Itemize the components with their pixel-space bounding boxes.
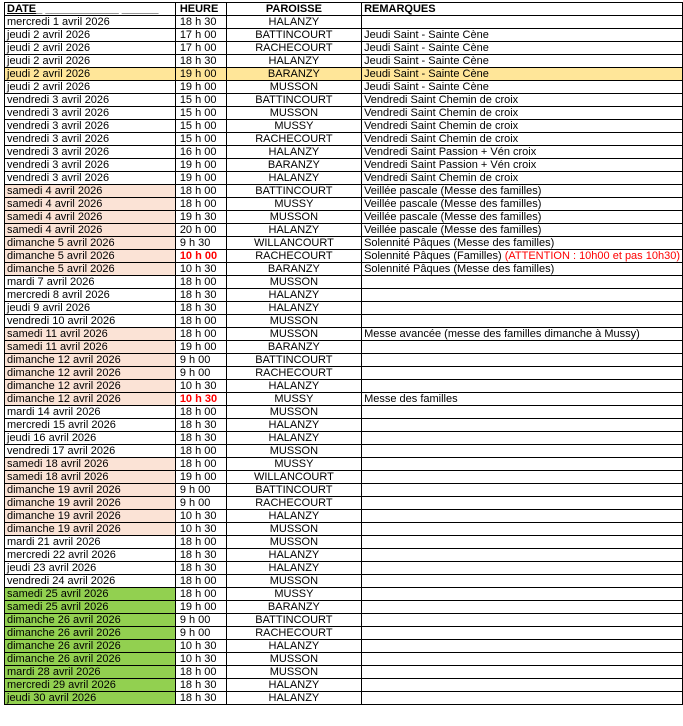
- remark-cell: [362, 549, 683, 562]
- remark-cell: [362, 419, 683, 432]
- date-cell: vendredi 3 avril 2026: [5, 146, 176, 159]
- remark-cell: [362, 315, 683, 328]
- time-cell: 18 h 30: [175, 302, 226, 315]
- parish-cell: BATTINCOURT: [226, 94, 361, 107]
- parish-cell: HALANZY: [226, 16, 361, 29]
- table-row: [5, 549, 683, 562]
- parish-cell: HALANZY: [226, 302, 361, 315]
- date-cell: samedi 4 avril 2026: [5, 224, 176, 237]
- table-row: [5, 16, 683, 29]
- parish-cell: RACHECOURT: [226, 367, 361, 380]
- time-cell: 9 h 00: [175, 627, 226, 640]
- time-cell: 9 h 00: [175, 354, 226, 367]
- table-row: [5, 185, 683, 198]
- remark-text: Veillée pascale (Messe des familles): [364, 211, 542, 223]
- remark-cell: [362, 497, 683, 510]
- parish-cell: HALANZY: [226, 640, 361, 653]
- schedule-table: [4, 2, 683, 705]
- time-cell: 10 h 30: [175, 523, 226, 536]
- time-cell: 10 h 00: [175, 250, 226, 263]
- time-cell: 15 h 00: [175, 94, 226, 107]
- table-row: [5, 627, 683, 640]
- parish-cell: MUSSON: [226, 107, 361, 120]
- table-row: [5, 120, 683, 133]
- time-cell: 18 h 30: [175, 432, 226, 445]
- table-row: [5, 341, 683, 354]
- remark-cell: [362, 354, 683, 367]
- time-cell: 19 h 00: [175, 601, 226, 614]
- time-cell: 18 h 00: [175, 406, 226, 419]
- table-row: [5, 614, 683, 627]
- parish-cell: MUSSON: [226, 523, 361, 536]
- date-cell: samedi 4 avril 2026: [5, 198, 176, 211]
- remark-text: Jeudi Saint - Sainte Cène: [364, 29, 489, 41]
- time-cell: 9 h 00: [175, 484, 226, 497]
- table-row: [5, 419, 683, 432]
- remark-text: Solennité Pâques (Messe des familles): [364, 263, 555, 275]
- remark-text: Jeudi Saint - Sainte Cène: [364, 42, 489, 54]
- date-cell: vendredi 3 avril 2026: [5, 159, 176, 172]
- table-row: [5, 250, 683, 263]
- remark-cell: [362, 42, 683, 55]
- remark-cell: [362, 211, 683, 224]
- parish-cell: HALANZY: [226, 289, 361, 302]
- table-row: [5, 263, 683, 276]
- date-cell: samedi 18 avril 2026: [5, 458, 176, 471]
- time-cell: 18 h 00: [175, 328, 226, 341]
- table-row: [5, 133, 683, 146]
- parish-cell: BATTINCOURT: [226, 185, 361, 198]
- remark-cell: [362, 536, 683, 549]
- table-row: [5, 536, 683, 549]
- remark-cell: [362, 237, 683, 250]
- date-cell: jeudi 9 avril 2026: [5, 302, 176, 315]
- remark-cell: [362, 250, 683, 263]
- remark-text: Solennité Pâques (Messe des familles): [364, 237, 555, 249]
- remark-text: Vendredi Saint Chemin de croix: [364, 172, 519, 184]
- table-row: [5, 29, 683, 42]
- time-cell: 18 h 30: [175, 679, 226, 692]
- remark-cell: [362, 224, 683, 237]
- table-row: [5, 484, 683, 497]
- remark-cell: [362, 55, 683, 68]
- remark-cell: [362, 198, 683, 211]
- time-cell: 16 h 00: [175, 146, 226, 159]
- table-row: [5, 666, 683, 679]
- remark-text: Messe des familles: [364, 393, 458, 405]
- table-row: [5, 172, 683, 185]
- time-cell: 10 h 30: [175, 640, 226, 653]
- remark-cell: [362, 367, 683, 380]
- table-row: [5, 445, 683, 458]
- parish-cell: BARANZY: [226, 601, 361, 614]
- parish-cell: HALANZY: [226, 380, 361, 393]
- table-row: [5, 198, 683, 211]
- time-cell: 10 h 30: [175, 653, 226, 666]
- table-row: [5, 471, 683, 484]
- table-row: [5, 653, 683, 666]
- date-cell: jeudi 30 avril 2026: [5, 692, 176, 705]
- table-row: [5, 562, 683, 575]
- time-cell: 18 h 00: [175, 458, 226, 471]
- remark-cell: [362, 29, 683, 42]
- header-time: HEURE: [175, 3, 226, 16]
- date-cell: dimanche 26 avril 2026: [5, 653, 176, 666]
- remark-cell: [362, 172, 683, 185]
- remark-cell: [362, 380, 683, 393]
- parish-cell: HALANZY: [226, 146, 361, 159]
- date-cell: samedi 4 avril 2026: [5, 185, 176, 198]
- table-row: [5, 276, 683, 289]
- remark-cell: [362, 81, 683, 94]
- time-cell: 18 h 30: [175, 289, 226, 302]
- time-cell: 18 h 00: [175, 536, 226, 549]
- remark-cell: [362, 614, 683, 627]
- remark-cell: [362, 471, 683, 484]
- table-row: [5, 237, 683, 250]
- remark-cell: [362, 94, 683, 107]
- parish-cell: WILLANCOURT: [226, 237, 361, 250]
- date-cell: dimanche 19 avril 2026: [5, 497, 176, 510]
- parish-cell: MUSSON: [226, 328, 361, 341]
- parish-cell: HALANZY: [226, 419, 361, 432]
- remark-cell: [362, 432, 683, 445]
- time-cell: 18 h 00: [175, 666, 226, 679]
- parish-cell: MUSSON: [226, 445, 361, 458]
- parish-cell: MUSSON: [226, 666, 361, 679]
- date-cell: vendredi 24 avril 2026: [5, 575, 176, 588]
- parish-cell: BATTINCOURT: [226, 614, 361, 627]
- time-cell: 18 h 30: [175, 16, 226, 29]
- date-cell: samedi 25 avril 2026: [5, 588, 176, 601]
- table-row: [5, 159, 683, 172]
- remark-text: Messe avancée (messe des familles dimanche à Mussy): [364, 328, 640, 340]
- date-cell: dimanche 26 avril 2026: [5, 614, 176, 627]
- remark-text: Jeudi Saint - Sainte Cène: [364, 68, 489, 80]
- date-cell: dimanche 12 avril 2026: [5, 367, 176, 380]
- time-cell: 10 h 30: [175, 263, 226, 276]
- table-row: [5, 432, 683, 445]
- parish-cell: MUSSON: [226, 211, 361, 224]
- remark-text: Veillée pascale (Messe des familles): [364, 198, 542, 210]
- remark-text: Jeudi Saint - Sainte Cène: [364, 81, 489, 93]
- remark-cell: [362, 289, 683, 302]
- date-cell: vendredi 3 avril 2026: [5, 172, 176, 185]
- remark-cell: [362, 146, 683, 159]
- date-cell: vendredi 3 avril 2026: [5, 107, 176, 120]
- parish-cell: BATTINCOURT: [226, 484, 361, 497]
- table-row: [5, 146, 683, 159]
- date-cell: dimanche 12 avril 2026: [5, 380, 176, 393]
- date-cell: vendredi 10 avril 2026: [5, 315, 176, 328]
- remark-cell: [362, 107, 683, 120]
- date-cell: mercredi 1 avril 2026: [5, 16, 176, 29]
- time-cell: 9 h 00: [175, 367, 226, 380]
- time-cell: 18 h 30: [175, 562, 226, 575]
- table-row: [5, 497, 683, 510]
- table-row: [5, 380, 683, 393]
- table-row: [5, 679, 683, 692]
- date-cell: jeudi 2 avril 2026: [5, 55, 176, 68]
- remark-cell: [362, 627, 683, 640]
- parish-cell: HALANZY: [226, 510, 361, 523]
- date-cell: samedi 4 avril 2026: [5, 211, 176, 224]
- date-cell: jeudi 2 avril 2026: [5, 68, 176, 81]
- parish-cell: HALANZY: [226, 432, 361, 445]
- time-cell: 15 h 00: [175, 133, 226, 146]
- time-cell: 19 h 00: [175, 159, 226, 172]
- remark-cell: [362, 68, 683, 81]
- table-row: [5, 107, 683, 120]
- remark-alert: (ATTENTION : 10h00 et pas 10h30): [504, 250, 680, 262]
- time-cell: 9 h 30: [175, 237, 226, 250]
- table-row: [5, 692, 683, 705]
- parish-cell: MUSSON: [226, 315, 361, 328]
- time-cell: 18 h 30: [175, 549, 226, 562]
- date-cell: dimanche 26 avril 2026: [5, 640, 176, 653]
- time-cell: 10 h 30: [175, 380, 226, 393]
- table-row: [5, 367, 683, 380]
- remark-cell: [362, 276, 683, 289]
- date-cell: dimanche 19 avril 2026: [5, 484, 176, 497]
- table-row: [5, 523, 683, 536]
- date-cell: dimanche 12 avril 2026: [5, 354, 176, 367]
- remark-text: Veillée pascale (Messe des familles): [364, 185, 542, 197]
- date-cell: dimanche 26 avril 2026: [5, 627, 176, 640]
- parish-cell: BATTINCOURT: [226, 354, 361, 367]
- time-cell: 18 h 30: [175, 692, 226, 705]
- parish-cell: BATTINCOURT: [226, 29, 361, 42]
- time-cell: 18 h 00: [175, 198, 226, 211]
- date-cell: samedi 18 avril 2026: [5, 471, 176, 484]
- date-cell: dimanche 12 avril 2026: [5, 393, 176, 406]
- header-parish: PAROISSE: [226, 3, 361, 16]
- time-cell: 19 h 00: [175, 172, 226, 185]
- time-cell: 9 h 00: [175, 497, 226, 510]
- parish-cell: MUSSY: [226, 458, 361, 471]
- table-row: [5, 55, 683, 68]
- parish-cell: MUSSON: [226, 406, 361, 419]
- parish-cell: MUSSON: [226, 276, 361, 289]
- date-cell: mercredi 15 avril 2026: [5, 419, 176, 432]
- parish-cell: MUSSON: [226, 653, 361, 666]
- remark-text: Solennité Pâques (Familles): [364, 250, 502, 262]
- remark-cell: [362, 458, 683, 471]
- remark-cell: [362, 692, 683, 705]
- table-row: [5, 354, 683, 367]
- remark-cell: [362, 562, 683, 575]
- header-date-fill: _ ____________ ______: [36, 3, 159, 15]
- table-row: [5, 601, 683, 614]
- table-row: [5, 406, 683, 419]
- remark-cell: [362, 328, 683, 341]
- parish-cell: WILLANCOURT: [226, 471, 361, 484]
- parish-cell: RACHECOURT: [226, 250, 361, 263]
- remark-cell: [362, 523, 683, 536]
- remark-cell: [362, 393, 683, 406]
- remark-text: Vendredi Saint Passion + Vén croix: [364, 159, 537, 171]
- parish-cell: BARANZY: [226, 263, 361, 276]
- time-cell: 18 h 00: [175, 315, 226, 328]
- time-cell: 18 h 00: [175, 575, 226, 588]
- parish-cell: MUSSY: [226, 198, 361, 211]
- date-cell: mardi 21 avril 2026: [5, 536, 176, 549]
- time-cell: 18 h 00: [175, 185, 226, 198]
- time-cell: 19 h 00: [175, 471, 226, 484]
- table-row: [5, 289, 683, 302]
- time-cell: 10 h 30: [175, 393, 226, 406]
- date-cell: mercredi 22 avril 2026: [5, 549, 176, 562]
- parish-cell: RACHECOURT: [226, 497, 361, 510]
- time-cell: 19 h 00: [175, 341, 226, 354]
- parish-cell: HALANZY: [226, 562, 361, 575]
- remark-cell: [362, 601, 683, 614]
- date-cell: mardi 14 avril 2026: [5, 406, 176, 419]
- table-row: [5, 588, 683, 601]
- table-row: [5, 302, 683, 315]
- parish-cell: RACHECOURT: [226, 133, 361, 146]
- date-cell: samedi 11 avril 2026: [5, 328, 176, 341]
- remark-cell: [362, 653, 683, 666]
- remark-cell: [362, 679, 683, 692]
- time-cell: 10 h 30: [175, 510, 226, 523]
- date-cell: vendredi 3 avril 2026: [5, 120, 176, 133]
- date-cell: dimanche 19 avril 2026: [5, 523, 176, 536]
- date-cell: jeudi 2 avril 2026: [5, 29, 176, 42]
- remark-cell: [362, 510, 683, 523]
- date-cell: samedi 11 avril 2026: [5, 341, 176, 354]
- table-row: [5, 42, 683, 55]
- table-row: [5, 94, 683, 107]
- date-cell: dimanche 19 avril 2026: [5, 510, 176, 523]
- time-cell: 18 h 30: [175, 419, 226, 432]
- remark-cell: [362, 16, 683, 29]
- remark-cell: [362, 666, 683, 679]
- header-row: [5, 3, 683, 16]
- table-row: [5, 393, 683, 406]
- parish-cell: MUSSY: [226, 393, 361, 406]
- header-date: DATE_ ____________ ______: [5, 3, 176, 16]
- parish-cell: HALANZY: [226, 549, 361, 562]
- parish-cell: BARANZY: [226, 341, 361, 354]
- remark-cell: [362, 185, 683, 198]
- remark-cell: [362, 159, 683, 172]
- time-cell: 18 h 00: [175, 445, 226, 458]
- remark-text: Vendredi Saint Chemin de croix: [364, 94, 519, 106]
- date-cell: jeudi 2 avril 2026: [5, 81, 176, 94]
- parish-cell: HALANZY: [226, 55, 361, 68]
- remark-text: Vendredi Saint Chemin de croix: [364, 107, 519, 119]
- date-cell: dimanche 5 avril 2026: [5, 250, 176, 263]
- time-cell: 19 h 00: [175, 68, 226, 81]
- date-cell: mardi 7 avril 2026: [5, 276, 176, 289]
- time-cell: 20 h 00: [175, 224, 226, 237]
- parish-cell: RACHECOURT: [226, 42, 361, 55]
- remark-cell: [362, 640, 683, 653]
- remark-cell: [362, 133, 683, 146]
- date-cell: vendredi 3 avril 2026: [5, 94, 176, 107]
- date-cell: mercredi 8 avril 2026: [5, 289, 176, 302]
- remark-cell: [362, 302, 683, 315]
- parish-cell: HALANZY: [226, 224, 361, 237]
- time-cell: 15 h 00: [175, 107, 226, 120]
- time-cell: 19 h 30: [175, 211, 226, 224]
- remark-text: Veillée pascale (Messe des familles): [364, 224, 542, 236]
- remark-cell: [362, 484, 683, 497]
- date-cell: mardi 28 avril 2026: [5, 666, 176, 679]
- table-row: [5, 328, 683, 341]
- table-row: [5, 224, 683, 237]
- remark-cell: [362, 575, 683, 588]
- parish-cell: MUSSY: [226, 120, 361, 133]
- table-row: [5, 640, 683, 653]
- time-cell: 19 h 00: [175, 81, 226, 94]
- parish-cell: MUSSON: [226, 536, 361, 549]
- date-cell: dimanche 5 avril 2026: [5, 237, 176, 250]
- time-cell: 17 h 00: [175, 29, 226, 42]
- date-cell: vendredi 17 avril 2026: [5, 445, 176, 458]
- time-cell: 15 h 00: [175, 120, 226, 133]
- time-cell: 18 h 00: [175, 588, 226, 601]
- table-row: [5, 458, 683, 471]
- table-row: [5, 211, 683, 224]
- remark-text: Vendredi Saint Chemin de croix: [364, 120, 519, 132]
- date-cell: vendredi 3 avril 2026: [5, 133, 176, 146]
- parish-cell: HALANZY: [226, 692, 361, 705]
- table-row: [5, 510, 683, 523]
- date-cell: jeudi 23 avril 2026: [5, 562, 176, 575]
- date-cell: samedi 25 avril 2026: [5, 601, 176, 614]
- time-cell: 9 h 00: [175, 614, 226, 627]
- table-row: [5, 315, 683, 328]
- remark-text: Vendredi Saint Chemin de croix: [364, 133, 519, 145]
- remark-cell: [362, 263, 683, 276]
- time-cell: 18 h 00: [175, 276, 226, 289]
- time-cell: 17 h 00: [175, 42, 226, 55]
- date-cell: dimanche 5 avril 2026: [5, 263, 176, 276]
- header-remarks: REMARQUES: [362, 3, 683, 16]
- remark-text: Jeudi Saint - Sainte Cène: [364, 55, 489, 67]
- date-cell: mercredi 29 avril 2026: [5, 679, 176, 692]
- date-cell: jeudi 16 avril 2026: [5, 432, 176, 445]
- remark-cell: [362, 445, 683, 458]
- table-row: [5, 68, 683, 81]
- time-cell: 18 h 30: [175, 55, 226, 68]
- parish-cell: MUSSY: [226, 588, 361, 601]
- parish-cell: MUSSON: [226, 575, 361, 588]
- table-row: [5, 81, 683, 94]
- table-row: [5, 575, 683, 588]
- remark-cell: [362, 341, 683, 354]
- parish-cell: HALANZY: [226, 679, 361, 692]
- parish-cell: BARANZY: [226, 68, 361, 81]
- remark-cell: [362, 588, 683, 601]
- remark-cell: [362, 406, 683, 419]
- remark-cell: [362, 120, 683, 133]
- parish-cell: RACHECOURT: [226, 627, 361, 640]
- parish-cell: HALANZY: [226, 172, 361, 185]
- date-cell: jeudi 2 avril 2026: [5, 42, 176, 55]
- remark-text: Vendredi Saint Passion + Vén croix: [364, 146, 537, 158]
- parish-cell: MUSSON: [226, 81, 361, 94]
- parish-cell: BARANZY: [226, 159, 361, 172]
